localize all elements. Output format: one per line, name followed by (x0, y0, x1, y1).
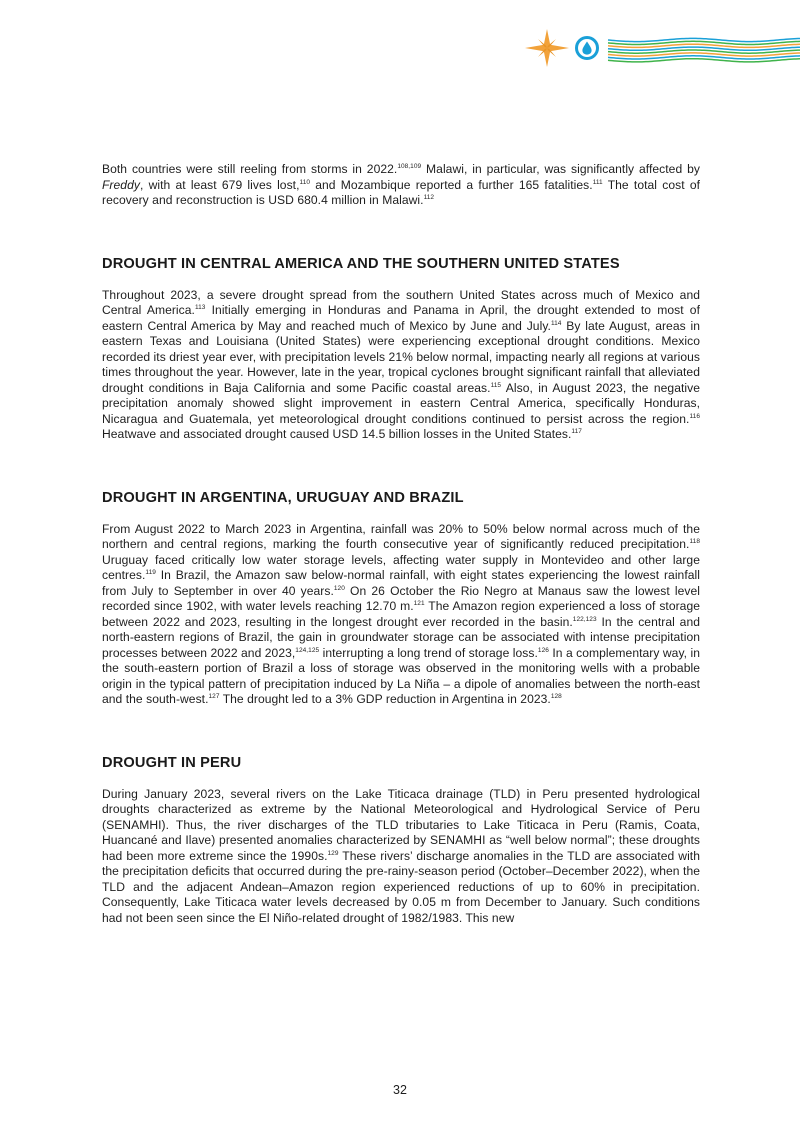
section-peru (102, 754, 700, 927)
footnote-ref: 115 (490, 381, 502, 389)
footnote-ref: 124,125 (295, 646, 320, 654)
italic-name: Freddy (102, 177, 140, 192)
footnote-ref: 112 (423, 194, 435, 202)
header-ornament-graphic (520, 26, 800, 76)
section-heading: DROUGHT IN PERU (102, 754, 242, 771)
footnote-ref: 114 (550, 319, 562, 327)
footnote-ref: 110 (299, 178, 311, 186)
footnote-ref: 111 (592, 178, 603, 186)
section-paragraph: During January 2023, several rivers on the Lake Titicaca drainage (TLD) in Peru presented hydrological droughts characterized as extreme by the National Meteorological and Hydrological Service of Peru (SENAMHI). Thus, the river discharges of the TLD tributaries to Lake Titicaca in Peru (Ramis, Coata, Huancané and Ilave) presented anomalies characterized by SENAMHI as “well below normal”; these droughts had been more extreme since the 1990s.$^{129}$ These rivers’ discharge anomalies in the TLD are associated with the precipitation deficits that occurred during the pre-rainy-season period (October–December 2022), when the TLD and the adjacent Andean–Amazon region experienced reductions of up to 60% in precipitation. Consequently, Lake Titicaca water levels decreased by 0.05 m from December to January. Such conditions had not been seen since the El Niño-related drought of 1982/1983. This new (102, 786, 700, 925)
page-content (102, 162, 700, 926)
footnote-ref: 116 (689, 412, 700, 420)
footnote-ref: 120 (333, 584, 345, 592)
header-ornament (520, 26, 800, 76)
water-drop-icon (577, 38, 598, 59)
compass-star-icon (525, 29, 569, 67)
footnote-ref: 118 (689, 538, 700, 546)
section-heading: DROUGHT IN CENTRAL AMERICA AND THE SOUTHERN UNITED STATES (102, 255, 620, 272)
footnote-ref: 126 (537, 646, 549, 654)
footnote-ref: 108,109 (397, 163, 422, 171)
footnote-ref: 127 (208, 693, 220, 701)
footnote-ref: 117 (571, 428, 582, 436)
page-number: 32 (393, 1083, 407, 1097)
section-central-america (102, 255, 700, 443)
section-paragraph: From August 2022 to March 2023 in Argentina, rainfall was 20% to 50% below normal across much of the northern and central regions, marking the fourth consecutive year of significantly reduced precipitation.$^{118}$ Uruguay faced critically low water storage levels, affecting water supply in Montevideo and other large centres.$^{119}$ In Brazil, the Amazon saw below-normal rainfall, with eight states experiencing the lowest rainfall from July to September in over 40 years.$^{120}$ On 26 October the Rio Negro at Manaus saw the lowest level recorded since 1902, with water levels reaching 12.70 m.$^{121}$ The Amazon region experienced a loss of storage between 2022 and 2023, resulting in the longest drought ever recorded in the basin.$^{122,123}$ In the central and north-eastern regions of Brazil, the gain in groundwater storage can be associated with intense precipitation processes between 2022 and 2023,$^{124,125}$ interrupting a long trend of storage loss.$^{126}$ In a complementary way, in the south-eastern portion of Brazil a loss of storage was observed in the monitoring wells with a probable origin in the typical pattern of precipitation induced by La Niña – a dipole of anomalies between the north-east and the south-west.$^{127}$ The drought led to a 3% GDP reduction in Argentina in 2023.$^{128}$ (102, 521, 701, 706)
footnote-ref: 121 (413, 600, 425, 608)
section-heading: DROUGHT IN ARGENTINA, URUGUAY AND BRAZIL (102, 489, 464, 506)
footnote-ref: 119 (145, 569, 156, 577)
footnote-ref: 122,123 (572, 615, 597, 623)
wave-lines-icon (608, 38, 800, 62)
intro-paragraph: Both countries were still reeling from storms in 2022.$^{108,109}$ Malawi, in particular, was significantly affected by Freddy, with at least 679 lives lost,$^{110}$ and Mozambique reported a further 165 fatalities.$^{111}$ The total cost of recovery and reconstruction is USD 680.4 million in Malawi.$^{112}$ (102, 162, 700, 207)
footnote-ref: 129 (327, 849, 339, 857)
footnote-ref: 113 (194, 304, 206, 312)
footnote-ref: 128 (550, 693, 562, 701)
section-paragraph: Throughout 2023, a severe drought spread from the southern United States across much of Mexico and Central America.$^{113}$ Initially emerging in Honduras and Panama in April, the drought extended to most of eastern Central America by May and reached much of Mexico by June and July.$^{114}$ By late August, areas in eastern Texas and Louisiana (United States) were experiencing exceptional drought conditions. Mexico recorded its driest year ever, with precipitation levels 21% below normal, impacting nearly all regions at various times throughout the year. However, late in the year, tropical cyclones brought significant rainfall that alleviated drought conditions in Baja California and some Pacific coastal areas.$^{115}$ Also, in August 2023, the negative precipitation anomaly showed slight improvement in eastern Central America, specifically Honduras, Nicaragua and Guatemala, yet meteorological drought conditions continued to persist across the region.$^{116}$ Heatwave and associated drought caused USD 14.5 billion losses in the United States.$^{117}$ (102, 287, 700, 441)
section-argentina-uruguay-brazil (102, 489, 700, 708)
